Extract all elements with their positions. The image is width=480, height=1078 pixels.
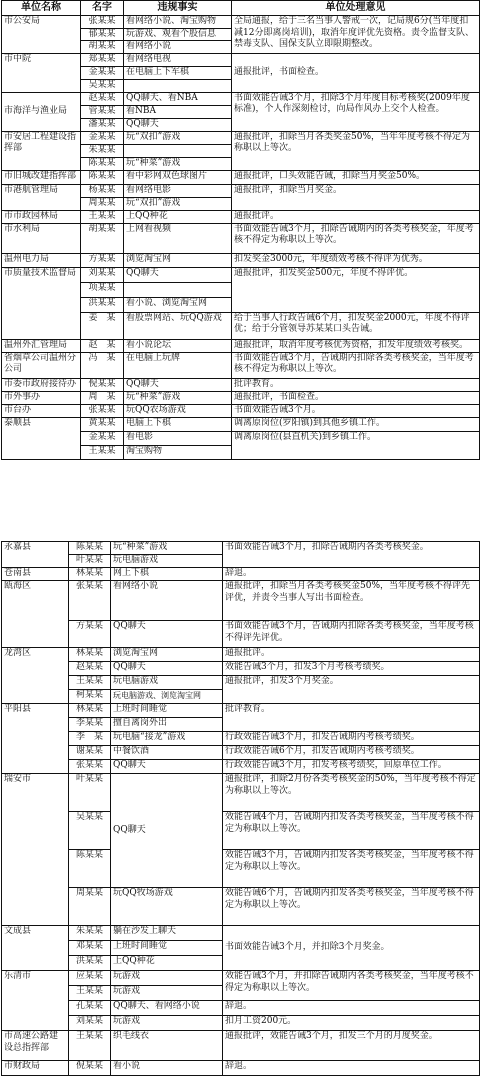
name-cell: 陈某某 bbox=[69, 850, 111, 888]
fact-cell: 看中彩网双色球图片 bbox=[124, 170, 232, 184]
name-cell: 柯某某 bbox=[69, 690, 111, 704]
fact-cell: 看电影 bbox=[124, 431, 232, 445]
name-cell: 林某某 bbox=[69, 648, 111, 662]
unit-cell: 市质量技术监督局 bbox=[2, 267, 81, 339]
unit-cell: 市海洋与渔业局 bbox=[2, 92, 81, 131]
name-cell: 黄某某 bbox=[81, 417, 124, 431]
table-row bbox=[2, 352, 480, 378]
name-cell: 陈某某 bbox=[69, 542, 111, 555]
opinion-cell: 书面效能告诫3个月，告诫期内扣除各类考核奖金，当年度考核不得定为称职以上等次。 bbox=[232, 352, 480, 378]
name-cell: 洪某某 bbox=[69, 956, 111, 971]
name-cell: 方某某 bbox=[81, 253, 124, 267]
fact-cell: QQ聊天 bbox=[111, 760, 223, 774]
fact-cell: 中餐饮酒 bbox=[111, 746, 223, 760]
table-row bbox=[2, 568, 480, 581]
fact-cell: 玩电脑游戏、浏览淘宝网 bbox=[111, 690, 223, 704]
name-cell: 王某某 bbox=[69, 676, 111, 690]
name-cell: 陈某某 bbox=[81, 157, 124, 170]
fact-cell: QQ聊天、看NBA bbox=[124, 92, 232, 105]
fact-cell: 上QQ种花 bbox=[111, 956, 223, 971]
opinion-cell: 书面效能告诫3个月。 bbox=[232, 404, 480, 417]
opinion-cell: 通报批评，书面检查。 bbox=[232, 53, 480, 92]
table-row bbox=[2, 1031, 480, 1061]
fact-cell: 看NBA bbox=[124, 105, 232, 118]
fact-cell: 上班时间睡觉 bbox=[111, 704, 223, 718]
fact-cell: 玩游戏、观看个股信息 bbox=[124, 28, 232, 41]
name-cell: 周 某 bbox=[81, 391, 124, 404]
name-cell: 周某某 bbox=[81, 197, 124, 210]
unit-cell: 平阳县 bbox=[2, 704, 69, 774]
name-cell: 金某某 bbox=[81, 131, 124, 144]
opinion-cell: 书面效能告诫3个月，并扣除3个月奖金。 bbox=[223, 926, 480, 971]
opinion-cell: 通报批评，口头效能告诫，扣除当月奖金50%。 bbox=[232, 170, 480, 184]
opinion-cell: 辞退。 bbox=[223, 1061, 480, 1076]
name-cell: 赵 某 bbox=[81, 339, 124, 352]
opinion-cell: 通报批评，扣除当月奖金。 bbox=[232, 184, 480, 210]
unit-cell: 市旧城改建指挥部 bbox=[2, 170, 81, 184]
table-row bbox=[2, 1016, 480, 1031]
fact-cell: 玩电脑游戏 bbox=[111, 555, 223, 568]
unit-cell: 市中院 bbox=[2, 53, 81, 92]
fact-cell: 看网络小说 bbox=[111, 581, 223, 621]
opinion-cell: 行政效能告诫3个月，扣发告诫期内考核考绩奖。 bbox=[223, 732, 480, 746]
opinion-cell: 书面效能告诫3个月，扣除告诫期内各类考核奖金。 bbox=[223, 542, 480, 568]
opinion-cell: 书面效能告诫3个月，告诫期内扣除各类考核奖金，当年度考核不得评先评优。 bbox=[223, 621, 480, 648]
table-row bbox=[2, 131, 480, 144]
table-row bbox=[2, 170, 480, 184]
fact-cell bbox=[124, 144, 232, 157]
table-header-row bbox=[2, 1, 480, 16]
opinion-cell: 效能告诫3个月，告诫期内扣发各类考核奖金，当年度考核不得定为称职以上等次。 bbox=[223, 850, 480, 888]
name-cell: 胡某某 bbox=[81, 223, 124, 253]
opinion-cell: 通报批评，取消年度考核优秀资格，扣发年度绩效考核奖。 bbox=[232, 339, 480, 352]
opinion-cell: 批评教育。 bbox=[232, 378, 480, 391]
name-cell: 赵某某 bbox=[69, 662, 111, 676]
table-row bbox=[2, 704, 480, 718]
table-row bbox=[2, 676, 480, 690]
fact-cell: 上班时间睡觉 bbox=[111, 941, 223, 956]
fact-cell: 玩QQ农场游戏 bbox=[124, 404, 232, 417]
table-row bbox=[2, 378, 480, 391]
unit-cell: 市港航管理局 bbox=[2, 184, 81, 210]
opinion-cell: 扣月工资200元。 bbox=[223, 1016, 480, 1031]
name-cell: 项某某 bbox=[81, 282, 124, 297]
name-cell: 叶某某 bbox=[69, 774, 111, 812]
name-cell: 朱某某 bbox=[69, 926, 111, 941]
table-row bbox=[2, 581, 480, 621]
opinion-cell: 通报批评，扣除当月各类考核奖金50%，当年度考核不得评先评优，并责令当事人写出书面检查。 bbox=[223, 581, 480, 621]
table-row bbox=[2, 662, 480, 676]
header-unit: 单位名称 bbox=[2, 1, 81, 16]
table-row bbox=[2, 339, 480, 352]
table-row bbox=[2, 746, 480, 760]
table-row bbox=[2, 53, 480, 66]
opinion-cell: 全局通报，给于三名当事人警戒一次，记局规6分(当年度扣减12分即离岗培训)，取消年度评优先资格。责令监督支队、禁毒支队、国保支队立即限期整改。 bbox=[232, 16, 480, 54]
fact-cell: 玩“双扣”游戏 bbox=[124, 197, 232, 210]
unit-cell: 市安居工程建设指挥部 bbox=[2, 131, 81, 170]
name-cell: 朱某某 bbox=[81, 144, 124, 157]
name-cell: 刘某某 bbox=[69, 1016, 111, 1031]
table-row bbox=[2, 16, 480, 29]
opinion-cell: 通报批评，书面检查。 bbox=[232, 391, 480, 404]
fact-cell: QQ聊天 bbox=[124, 118, 232, 131]
unit-cell: 市台办 bbox=[2, 404, 81, 417]
opinion-cell: 效能告诫3个月，并扣除告诫期内各类考核奖金，当年度考核不得定为称职以上等次。 bbox=[223, 971, 480, 1001]
fact-cell: 玩电脑“接龙”游戏 bbox=[111, 732, 223, 746]
table-row bbox=[2, 184, 480, 197]
name-cell: 林某某 bbox=[69, 568, 111, 581]
table-row bbox=[2, 774, 480, 812]
name-cell: 倪某某 bbox=[69, 1061, 111, 1076]
fact-cell: 淘宝购物 bbox=[124, 445, 232, 459]
unit-cell: 温州电力局 bbox=[2, 253, 81, 267]
table-row bbox=[2, 812, 480, 850]
fact-cell: 玩电脑游戏 bbox=[111, 676, 223, 690]
table-row bbox=[2, 971, 480, 986]
table-row bbox=[2, 621, 480, 648]
unit-cell: 市财政局 bbox=[2, 1061, 69, 1076]
fact-cell: QQ聊天 bbox=[124, 378, 232, 391]
name-cell: 周某某 bbox=[69, 888, 111, 926]
fact-cell: 浏览淘宝网 bbox=[111, 648, 223, 662]
fact-cell: 在电脑上玩牌 bbox=[124, 352, 232, 378]
fact-cell: 织毛线衣 bbox=[111, 1031, 223, 1061]
unit-cell: 文成县 bbox=[2, 926, 69, 971]
name-cell: 林某某 bbox=[69, 704, 111, 718]
fact-cell: 玩“种菜”游戏 bbox=[111, 542, 223, 555]
fact-cell: QQ聊天 bbox=[124, 267, 232, 282]
opinion-cell: 扣发奖金3000元，年度绩效考核不得评为优秀。 bbox=[232, 253, 480, 267]
header-name: 名字 bbox=[81, 1, 124, 16]
opinion-cell: 行政效能告诫3个月，扣发考核考绩奖，回原单位工作。 bbox=[223, 760, 480, 774]
name-cell: 胡某某 bbox=[81, 41, 124, 54]
name-cell: 应某某 bbox=[69, 971, 111, 986]
unit-cell: 市委市政府接待办 bbox=[2, 378, 81, 391]
fact-cell: 看小说 bbox=[111, 1061, 223, 1076]
name-cell: 孔某某 bbox=[69, 1001, 111, 1016]
fact-cell: 看网络电影 bbox=[124, 184, 232, 197]
opinion-cell: 效能告诫3个月，扣发3个月考核考绩奖。 bbox=[223, 662, 480, 676]
name-cell: 赵某某 bbox=[81, 92, 124, 105]
table-gap bbox=[0, 532, 480, 541]
unit-cell: 瓯海区 bbox=[2, 581, 69, 648]
opinion-cell: 行政效能告诫6个月，扣发告诫期内考核考绩奖。 bbox=[223, 746, 480, 760]
table-row bbox=[2, 92, 480, 105]
table-row bbox=[2, 391, 480, 404]
unit-cell: 省烟草公司温州分公司 bbox=[2, 352, 81, 378]
table-row bbox=[2, 417, 480, 431]
opinion-cell: 通报批评，扣发3个月奖金。 bbox=[223, 676, 480, 704]
header-fact: 违规事实 bbox=[124, 1, 232, 16]
discipline-table-bottom bbox=[1, 541, 480, 1076]
opinion-cell: 通报批评，效能告诫3个月，扣发三个月的月度奖金。 bbox=[223, 1031, 480, 1061]
name-cell: 王某某 bbox=[81, 445, 124, 459]
fact-cell: 看网络小说 bbox=[124, 41, 232, 54]
name-cell: 王某某 bbox=[69, 1031, 111, 1061]
name-cell: 方某某 bbox=[69, 621, 111, 648]
fact-cell: 看小说、浏览淘宝网 bbox=[124, 297, 232, 312]
table-row bbox=[2, 926, 480, 941]
fact-cell bbox=[124, 282, 232, 297]
opinion-cell: 辞退。 bbox=[223, 568, 480, 581]
name-cell: 郁某某 bbox=[81, 28, 124, 41]
table-row bbox=[2, 1061, 480, 1076]
name-cell: 邓某某 bbox=[69, 941, 111, 956]
name-cell: 王某某 bbox=[69, 986, 111, 1001]
fact-cell: 玩QQ牧场游戏 bbox=[111, 888, 223, 926]
table-row bbox=[2, 223, 480, 253]
fact-cell: 看小说论坛 bbox=[124, 339, 232, 352]
unit-cell: 泰顺县 bbox=[2, 417, 81, 459]
fact-cell: 玩游戏 bbox=[111, 971, 223, 986]
opinion-cell: 调离原岗位(罗阳镇)到其他乡镇工作。 bbox=[232, 417, 480, 431]
unit-cell: 苍南县 bbox=[2, 568, 69, 581]
name-cell: 杨某某 bbox=[81, 184, 124, 197]
name-cell: 金某某 bbox=[81, 66, 124, 79]
unit-cell: 永嘉县 bbox=[2, 542, 69, 568]
opinion-cell: 通报批评。 bbox=[223, 648, 480, 662]
fact-cell: QQ聊天 bbox=[111, 662, 223, 676]
table-row bbox=[2, 542, 480, 555]
fact-cell: 网上下棋 bbox=[111, 568, 223, 581]
opinion-cell: 通报批评，扣发奖金500元，年度不得评优。 bbox=[232, 267, 480, 312]
unit-cell: 乐清市 bbox=[2, 971, 69, 1031]
fact-cell: 上网看视频 bbox=[124, 223, 232, 253]
table-row bbox=[2, 760, 480, 774]
name-cell: 倪某某 bbox=[81, 378, 124, 391]
opinion-cell: 给于当事人行政告诫6个月，扣发奖金2000元，年度不得评优；给于分管领导苏某某口头告诫。 bbox=[232, 312, 480, 339]
opinion-cell: 书面效能告诫3个月，扣除3个月年度目标考核奖(2009年度标准)，个人作深刻检讨，向局作风办上交个人检查。 bbox=[232, 92, 480, 131]
opinion-cell: 调离原岗位(县直机关)到乡镇工作。 bbox=[232, 431, 480, 459]
name-cell: 潘某某 bbox=[81, 118, 124, 131]
table-row bbox=[2, 888, 480, 926]
fact-cell: 看股票网站、玩QQ游戏 bbox=[124, 312, 232, 339]
opinion-cell: 通报批评。 bbox=[232, 210, 480, 223]
fact-cell: 玩游戏 bbox=[111, 1016, 223, 1031]
fact-cell: 玩“双扣”游戏 bbox=[124, 131, 232, 144]
fact-cell: 擅自离岗外出 bbox=[111, 718, 223, 732]
name-cell: 李某某 bbox=[69, 718, 111, 732]
unit-cell: 温州外汇管理局 bbox=[2, 339, 81, 352]
name-cell: 吴某某 bbox=[81, 79, 124, 92]
name-cell: 张某某 bbox=[69, 581, 111, 621]
opinion-cell: 效能告诫4个月，告诫期内扣发各类考核奖金，当年度考核不得定为称职以上等次。 bbox=[223, 812, 480, 850]
table-row bbox=[2, 210, 480, 223]
name-cell: 管某某 bbox=[81, 105, 124, 118]
unit-cell: 瑞安市 bbox=[2, 774, 69, 926]
name-cell: 姜 某 bbox=[81, 312, 124, 339]
opinion-cell: 书面效能告诫3个月，扣除告诫期内的各类考核奖金，年度考核不得定为称职以上等次。 bbox=[232, 223, 480, 253]
fact-cell: 躺在沙发上聊天 bbox=[111, 926, 223, 941]
fact-cell: 玩游戏 bbox=[111, 986, 223, 1001]
opinion-cell: 通报批评，扣除当月各类奖金50%，当年年度考核不得定为称职以上等次。 bbox=[232, 131, 480, 170]
fact-cell: QQ聊天 bbox=[111, 774, 223, 888]
fact-cell: 在电脑上下军棋 bbox=[124, 66, 232, 79]
opinion-cell: 辞退。 bbox=[223, 1001, 480, 1016]
name-cell: 吴某某 bbox=[69, 812, 111, 850]
unit-cell: 龙湾区 bbox=[2, 648, 69, 704]
discipline-table-top bbox=[1, 0, 480, 460]
header-opinion: 单位处理意见 bbox=[232, 1, 480, 16]
opinion-cell: 通报批评，扣除2月份各类考核奖金的50%，当年度考核不得定为称职以上等次。 bbox=[223, 774, 480, 812]
table-row bbox=[2, 648, 480, 662]
fact-cell: 玩“种菜”游戏 bbox=[124, 391, 232, 404]
fact-cell: 上QQ种花 bbox=[124, 210, 232, 223]
fact-cell: QQ聊天 bbox=[111, 621, 223, 648]
unit-cell: 市外事办 bbox=[2, 391, 81, 404]
name-cell: 张某某 bbox=[81, 404, 124, 417]
table-row bbox=[2, 404, 480, 417]
name-cell: 郑某某 bbox=[81, 53, 124, 66]
table-row bbox=[2, 1001, 480, 1016]
fact-cell: 看网络电视 bbox=[124, 53, 232, 66]
opinion-cell: 批评教育。 bbox=[223, 704, 480, 732]
opinion-cell: 效能告诫6个月，告诫期内扣发各类考核奖金，当年度考核不得定为称职以上等次。 bbox=[223, 888, 480, 926]
name-cell: 张某某 bbox=[69, 760, 111, 774]
unit-cell: 市水利局 bbox=[2, 223, 81, 253]
table-row bbox=[2, 267, 480, 282]
fact-cell: 电脑上下棋 bbox=[124, 417, 232, 431]
name-cell: 冯 某 bbox=[81, 352, 124, 378]
unit-cell: 市市政园林局 bbox=[2, 210, 81, 223]
fact-cell: QQ聊天、看网络小说 bbox=[111, 1001, 223, 1016]
name-cell: 刘某某 bbox=[81, 267, 124, 282]
name-cell: 洪某某 bbox=[81, 297, 124, 312]
table-row bbox=[2, 732, 480, 746]
name-cell: 金某某 bbox=[81, 431, 124, 445]
fact-cell: 玩“种菜”游戏 bbox=[124, 157, 232, 170]
table-row bbox=[2, 850, 480, 888]
unit-cell: 市公安局 bbox=[2, 16, 81, 54]
name-cell: 王某某 bbox=[81, 210, 124, 223]
unit-cell: 市高速公路建设总指挥部 bbox=[2, 1031, 69, 1061]
name-cell: 陈某某 bbox=[81, 170, 124, 184]
fact-cell bbox=[124, 79, 232, 92]
name-cell: 谢某某 bbox=[69, 746, 111, 760]
fact-cell: 浏览淘宝网 bbox=[124, 253, 232, 267]
name-cell: 李 某 bbox=[69, 732, 111, 746]
table-row bbox=[2, 253, 480, 267]
name-cell: 叶某某 bbox=[69, 555, 111, 568]
name-cell: 张某某 bbox=[81, 16, 124, 29]
fact-cell: 看网络小说、淘宝购物 bbox=[124, 16, 232, 29]
